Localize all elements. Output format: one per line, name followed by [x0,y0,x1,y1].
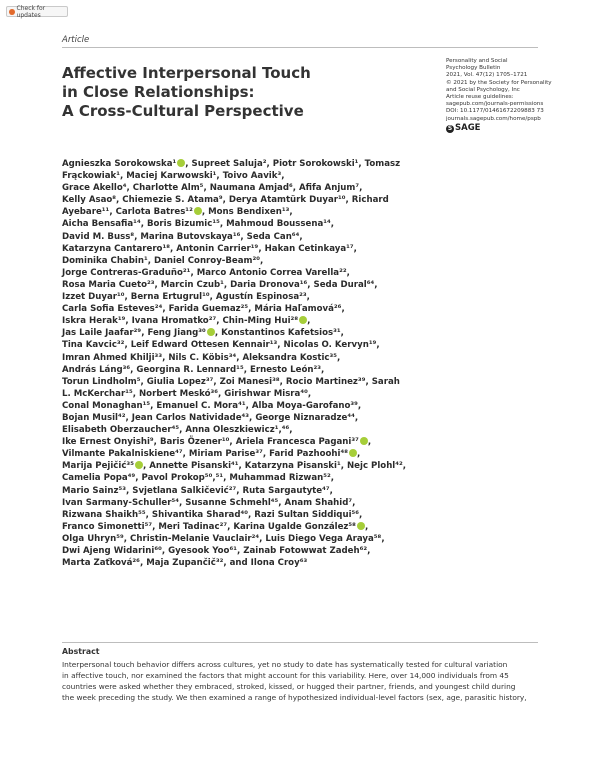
author-text: , Supreet Saluja², Piotr Sorokowski¹, Tomasz [185,159,401,169]
author-text: András Láng³⁶, Georgina R. Lennard¹⁵, Ernesto León²³, [62,364,325,375]
author-text: Carla Sofia Esteves²⁴, Farida Guemaz²⁵, Mária Haľamová²⁶, [62,304,345,315]
author-line [62,509,542,521]
abstract-line: the week preceding the study. We then examined a range of hypothesized individual-level factors (sex, age, parasitic history, [62,693,527,702]
orcid-icon[interactable] [349,449,357,457]
author-line [62,267,542,279]
author-line [62,400,542,412]
author-line [62,218,542,230]
journal-line: 2021, Vol. 47(12) 1705–1721 [446,72,528,79]
author-line [62,485,542,497]
author-line [62,436,542,448]
abstract-line: in affective touch, nor examined the factors that might account for this variability. Here, over 14,000 individuals from 45 [62,671,509,680]
author-line [62,521,542,533]
author-text: Bojan Musil⁴², Jean Carlos Natividade⁴³, George Niznaradze⁴⁴, [62,412,359,423]
abstract-text [62,659,540,703]
author-text: Frąckowiak¹, Maciej Karwowski¹, Toivo Aavik³, [62,171,285,182]
author-line [62,170,542,182]
publisher-logo [446,125,566,133]
author-text: Kelly Asao⁸, Chiemezie S. Atama⁹, Derya Atamtürk Duyar¹⁰, Richard [62,195,389,206]
author-text: , [364,521,369,532]
author-line [62,243,542,255]
author-text: Iskra Herak¹⁹, Ivana Hromatko²⁷, Chin-Ming Hui²⁸ [62,316,299,327]
author-line [62,545,542,557]
author-text: Camelia Popa⁴⁹, Pavol Prokop⁵⁰,⁵¹, Muhammad Rizwan⁵², [62,473,335,484]
author-text: Franco Simonetti⁵⁷, Meri Tadinac²⁷, Karina Ugalde González⁵⁸ [62,521,356,532]
journal-line: Psychology Bulletin [446,65,501,72]
author-line [62,460,542,472]
author-text: David M. Buss⁸, Marina Butovskaya¹⁶, Seda Can⁶⁴, [62,231,303,242]
author-line [62,231,542,243]
author-text: Rizwana Shaikh⁵⁵, Shivantika Sharad⁴⁰, Razi Sultan Siddiqui⁵⁶, [62,509,363,520]
author-line [62,158,542,170]
update-icon [9,9,15,15]
author-line [62,194,542,206]
author-text: Imran Ahmed Khilji³³, Nils C. Köbis³⁴, Aleksandra Kostic³⁵, [62,352,341,363]
article-type-label: Article [62,35,90,45]
author-text: Torun Lindholm⁵, Giulia Lopez³⁷, Zoi Manesi³⁸, Rocio Martinez³⁹, Sarah [62,376,400,387]
journal-line: Personality and Social [446,58,508,64]
abstract-line: Interpersonal touch behavior differs across cultures, yet no study to date has systematically tested for cultural variation [62,660,508,669]
abstract-line: countries were asked whether they embraced, stroked, kissed, or hugged their partner, friends, and youngest child during [62,682,516,691]
journal-line: and Social Psychology, Inc [446,86,520,93]
publisher-name: SAGE [455,123,481,134]
author-text: Jorge Contreras-Graduño²¹, Marco Antonio Correa Varella²², [62,267,350,278]
journal-line: Article reuse guidelines: [446,94,514,101]
author-text: Vilmante Pakalniskiene⁴⁷, Miriam Parise³⁷, Farid Pazhoohi⁴⁸ [62,449,349,460]
orcid-icon[interactable] [357,522,365,530]
author-line [62,472,542,484]
abstract-heading: Abstract [62,647,100,656]
author-text: Conal Monaghan¹⁵, Emanuel C. Mora⁴¹, Alba Moya-Garofano³⁹, [62,400,362,411]
orcid-icon[interactable] [299,316,307,324]
journal-link[interactable]: journals.sagepub.com/home/pspb [446,115,541,122]
author-text: Marija Pejičić³⁵ [62,461,134,472]
sage-logo-icon: S [447,125,453,133]
author-text: Ivan Sarmany-Schuller⁵⁴, Susanne Schmehl⁴⁵, Anam Shahid⁷, [62,497,356,508]
author-line [62,255,542,267]
author-text: Jas Laile Jaafar²⁹, Feng Jiang³⁰ [62,328,206,339]
author-line [62,315,542,327]
author-line [62,182,542,194]
author-text: Katarzyna Cantarero¹⁸, Antonin Carrier¹⁹, Hakan Cetinkaya¹⁷, [62,243,357,254]
author-line [62,303,542,315]
author-line [62,291,542,303]
author-line [62,557,542,569]
author-text: Elisabeth Oberzaucher⁴⁵, Anna Oleszkiewicz¹,⁴⁶, [62,425,293,436]
author-text: , [307,316,311,327]
paper-title [62,64,362,121]
author-line [62,352,542,364]
author-text: Tina Kavcic³², Leif Edward Ottesen Kennair¹³, Nicolas O. Kervyn¹⁹, [62,340,380,351]
author-line [62,388,542,400]
orcid-icon[interactable] [360,437,368,445]
title-line: Affective Interpersonal Touch [62,64,311,82]
author-text: L. McKerchar¹⁵, Norbert Meskó³⁶, Girishwar Misra⁴⁰, [62,388,312,399]
author-line [62,448,542,460]
journal-doi[interactable]: DOI: 10.1177/01461672209883 73 [446,108,544,115]
author-text: Dwi Ajeng Widarini⁶⁰, Gyesook Yoo⁶¹, Zainab Fotowwat Zadeh⁶², [62,546,371,556]
orcid-icon[interactable] [207,328,215,336]
author-line [62,497,542,509]
title-line: in Close Relationships: [62,83,255,101]
author-text: Dominika Chabin¹, Daniel Conroy-Beam²⁰, [62,255,264,266]
author-text: Mario Sainz⁵³, Svjetlana Salkičević²⁷, Ruta Sargautyte⁴⁷, [62,485,333,496]
author-text: Grace Akello⁴, Charlotte Alm⁵, Naumana Amjad⁶, Afifa Anjum⁷, [62,183,363,194]
author-text: Ike Ernest Onyishi⁹, Baris Özener¹⁰, Ariela Francesca Pagani³⁷ [62,437,359,448]
journal-link[interactable]: sagepub.com/journals-permissions [446,101,544,108]
badge-label: Check for updates [16,4,46,19]
author-line [62,206,542,218]
journal-info [446,58,566,133]
orcid-icon[interactable] [194,207,202,215]
author-line [62,339,542,351]
title-line: A Cross-Cultural Perspective [62,102,304,120]
check-for-updates-badge[interactable] [6,6,68,17]
author-line [62,327,542,339]
author-text: Marta Zaťková²⁶, Maja Zupančič³², and Ilona Croy⁶³ [62,558,308,569]
author-line [62,376,542,388]
author-text: , Annette Pisanski⁴¹, Katarzyna Pisanski¹, Nejc Plohl⁴², [142,461,407,472]
author-text: Izzet Duyar¹⁰, Berna Ertugrul¹⁰, Agustín Espinosa²³, [62,292,310,303]
author-text: , Konstantinos Kafetsios³¹, [214,328,344,339]
author-text: Olga Uhryn⁵⁹, Christin-Melanie Vauclair²⁴, Luis Diego Vega Araya⁵⁸, [62,533,385,544]
author-line [62,364,542,376]
author-text: Rosa Maria Cueto²³, Marcin Czub¹, Daria Dronova¹⁶, Seda Dural⁶⁴, [62,279,378,290]
author-line [62,279,542,291]
author-line [62,424,542,436]
author-text: , Mons Bendixen¹³, [201,207,293,218]
author-line [62,533,542,545]
author-text: Agnieszka Sorokowska¹ [62,159,177,169]
journal-line: © 2021 by the Society for Personality [446,79,552,86]
author-list [62,158,542,569]
author-text: Ayebare¹¹, Carlota Batres¹² [62,207,193,218]
orcid-icon[interactable] [135,461,143,469]
author-text: Aicha Bensafia¹⁴, Boris Bizumic¹⁵, Mahmoud Boussena¹⁴, [62,219,335,230]
author-text: , [367,437,372,448]
author-line [62,412,542,424]
author-text: , [357,449,361,460]
